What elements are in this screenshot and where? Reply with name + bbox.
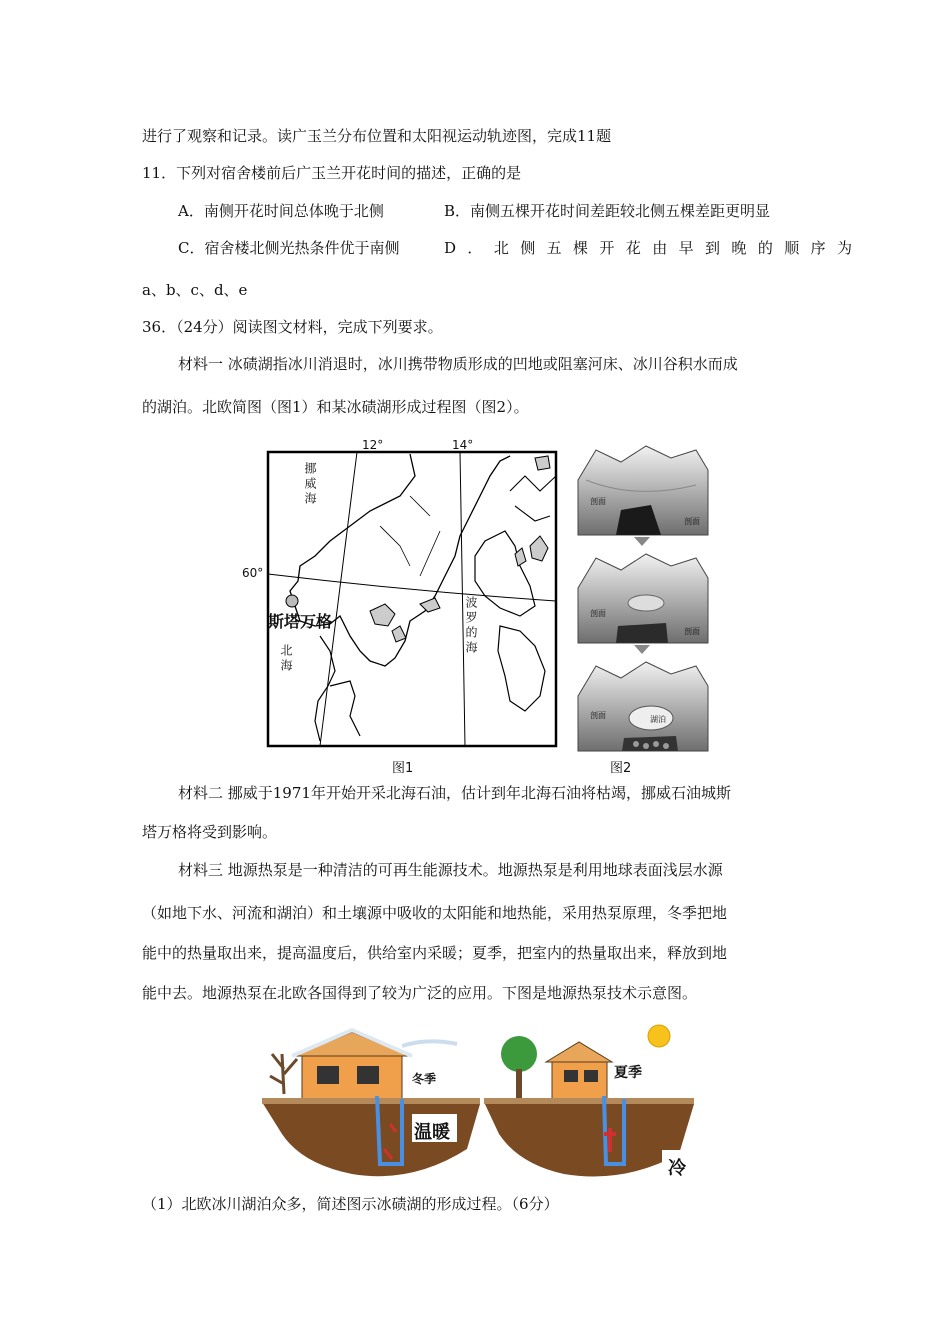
summer-label: 夏季 <box>614 1065 642 1081</box>
winter-panel <box>262 1024 480 1184</box>
option-b: B．南侧五棵开花时间差距较北侧五棵差距更明显 <box>444 202 771 220</box>
option-d: D．北侧五棵开花由早到晚的顺序为 <box>444 239 864 257</box>
lake-formation-stages <box>576 440 711 752</box>
north-sea-label: 北海 <box>279 644 293 674</box>
figure-1-map <box>242 436 565 776</box>
material-3-line-3: 能中的热量取出来，提高温度后，供给室内采暖；夏季，把室内的热量取出来，释放到地 <box>142 944 728 962</box>
figure-1-caption: 图1 <box>392 761 414 776</box>
material-2-line-1: 材料二 挪威于1971年开始开采北海石油，估计到年北海石油将枯竭，挪威石油城斯 <box>178 784 731 802</box>
figure-3-heat-pump <box>262 1024 694 1186</box>
section-label-4: 剖面 <box>684 627 700 636</box>
summer-panel <box>484 1024 694 1184</box>
figure-2-caption: 图2 <box>610 761 632 776</box>
text-line-1: 进行了观察和记录。读广玉兰分布位置和太阳视运动轨迹图，完成11题 <box>142 127 612 145</box>
section-label-2: 剖面 <box>684 517 700 526</box>
heat-pump-diagram <box>262 1024 694 1186</box>
option-c: C．宿舍楼北侧光热条件优于南侧 <box>178 239 400 257</box>
material-2-line-2: 塔万格将受到影响。 <box>142 823 278 841</box>
sun-icon <box>648 1025 670 1047</box>
material-1-line-1: 材料一 冰碛湖指冰川消退时，冰川携带物质形成的凹地或阻塞河床、冰川谷积水而成 <box>178 355 738 373</box>
longitude-12-label: 12° <box>362 438 384 452</box>
material-3-line-2: （如地下水、河流和湖泊）和土壤源中吸收的太阳能和地热能，采用热泵原理，冬季把地 <box>142 904 728 922</box>
question-11: 11．下列对宿舍楼前后广玉兰开花时间的描述，正确的是 <box>142 164 522 182</box>
section-label-5: 剖面 <box>590 711 606 720</box>
stage-3 <box>577 656 708 751</box>
winter-label: 冬季 <box>412 1072 437 1086</box>
sub-question-1: （1）北欧冰川湖泊众多，简述图示冰碛湖的形成过程。（6分） <box>142 1195 559 1213</box>
latitude-60-label: 60° <box>242 566 264 580</box>
option-a: A．南侧开花时间总体晚于北侧 <box>178 202 384 220</box>
baltic-sea-label: 波罗的海 <box>464 596 478 656</box>
material-3-line-4: 能中去。地源热泵在北欧各国得到了较为广泛的应用。下图是地源热泵技术示意图。 <box>142 984 698 1002</box>
section-label-1: 剖面 <box>590 497 606 506</box>
longitude-14-label: 14° <box>452 438 474 452</box>
norway-sea-label: 挪威海 <box>303 462 317 507</box>
arrow-down-icon <box>634 537 650 546</box>
arrow-down-icon <box>634 645 650 654</box>
lake-label: 湖泊 <box>650 715 666 724</box>
figure-2-lake-formation <box>576 440 711 778</box>
option-d-continued: a、b、c、d、e <box>142 281 248 299</box>
question-36: 36．（24分）阅读图文材料，完成下列要求。 <box>142 318 443 336</box>
cold-label: 冷 <box>668 1158 686 1179</box>
material-1-line-2: 的湖泊。北欧简图（图1）和某冰碛湖形成过程图（图2）。 <box>142 398 529 416</box>
tree-icon <box>501 1036 537 1072</box>
material-3-line-1: 材料三 地源热泵是一种清洁的可再生能源技术。地源热泵是利用地球表面浅层水源 <box>178 861 723 879</box>
section-label-3: 剖面 <box>590 609 606 618</box>
warm-label: 温暖 <box>414 1122 450 1143</box>
stavanger-label: 斯塔万格 <box>268 612 333 631</box>
